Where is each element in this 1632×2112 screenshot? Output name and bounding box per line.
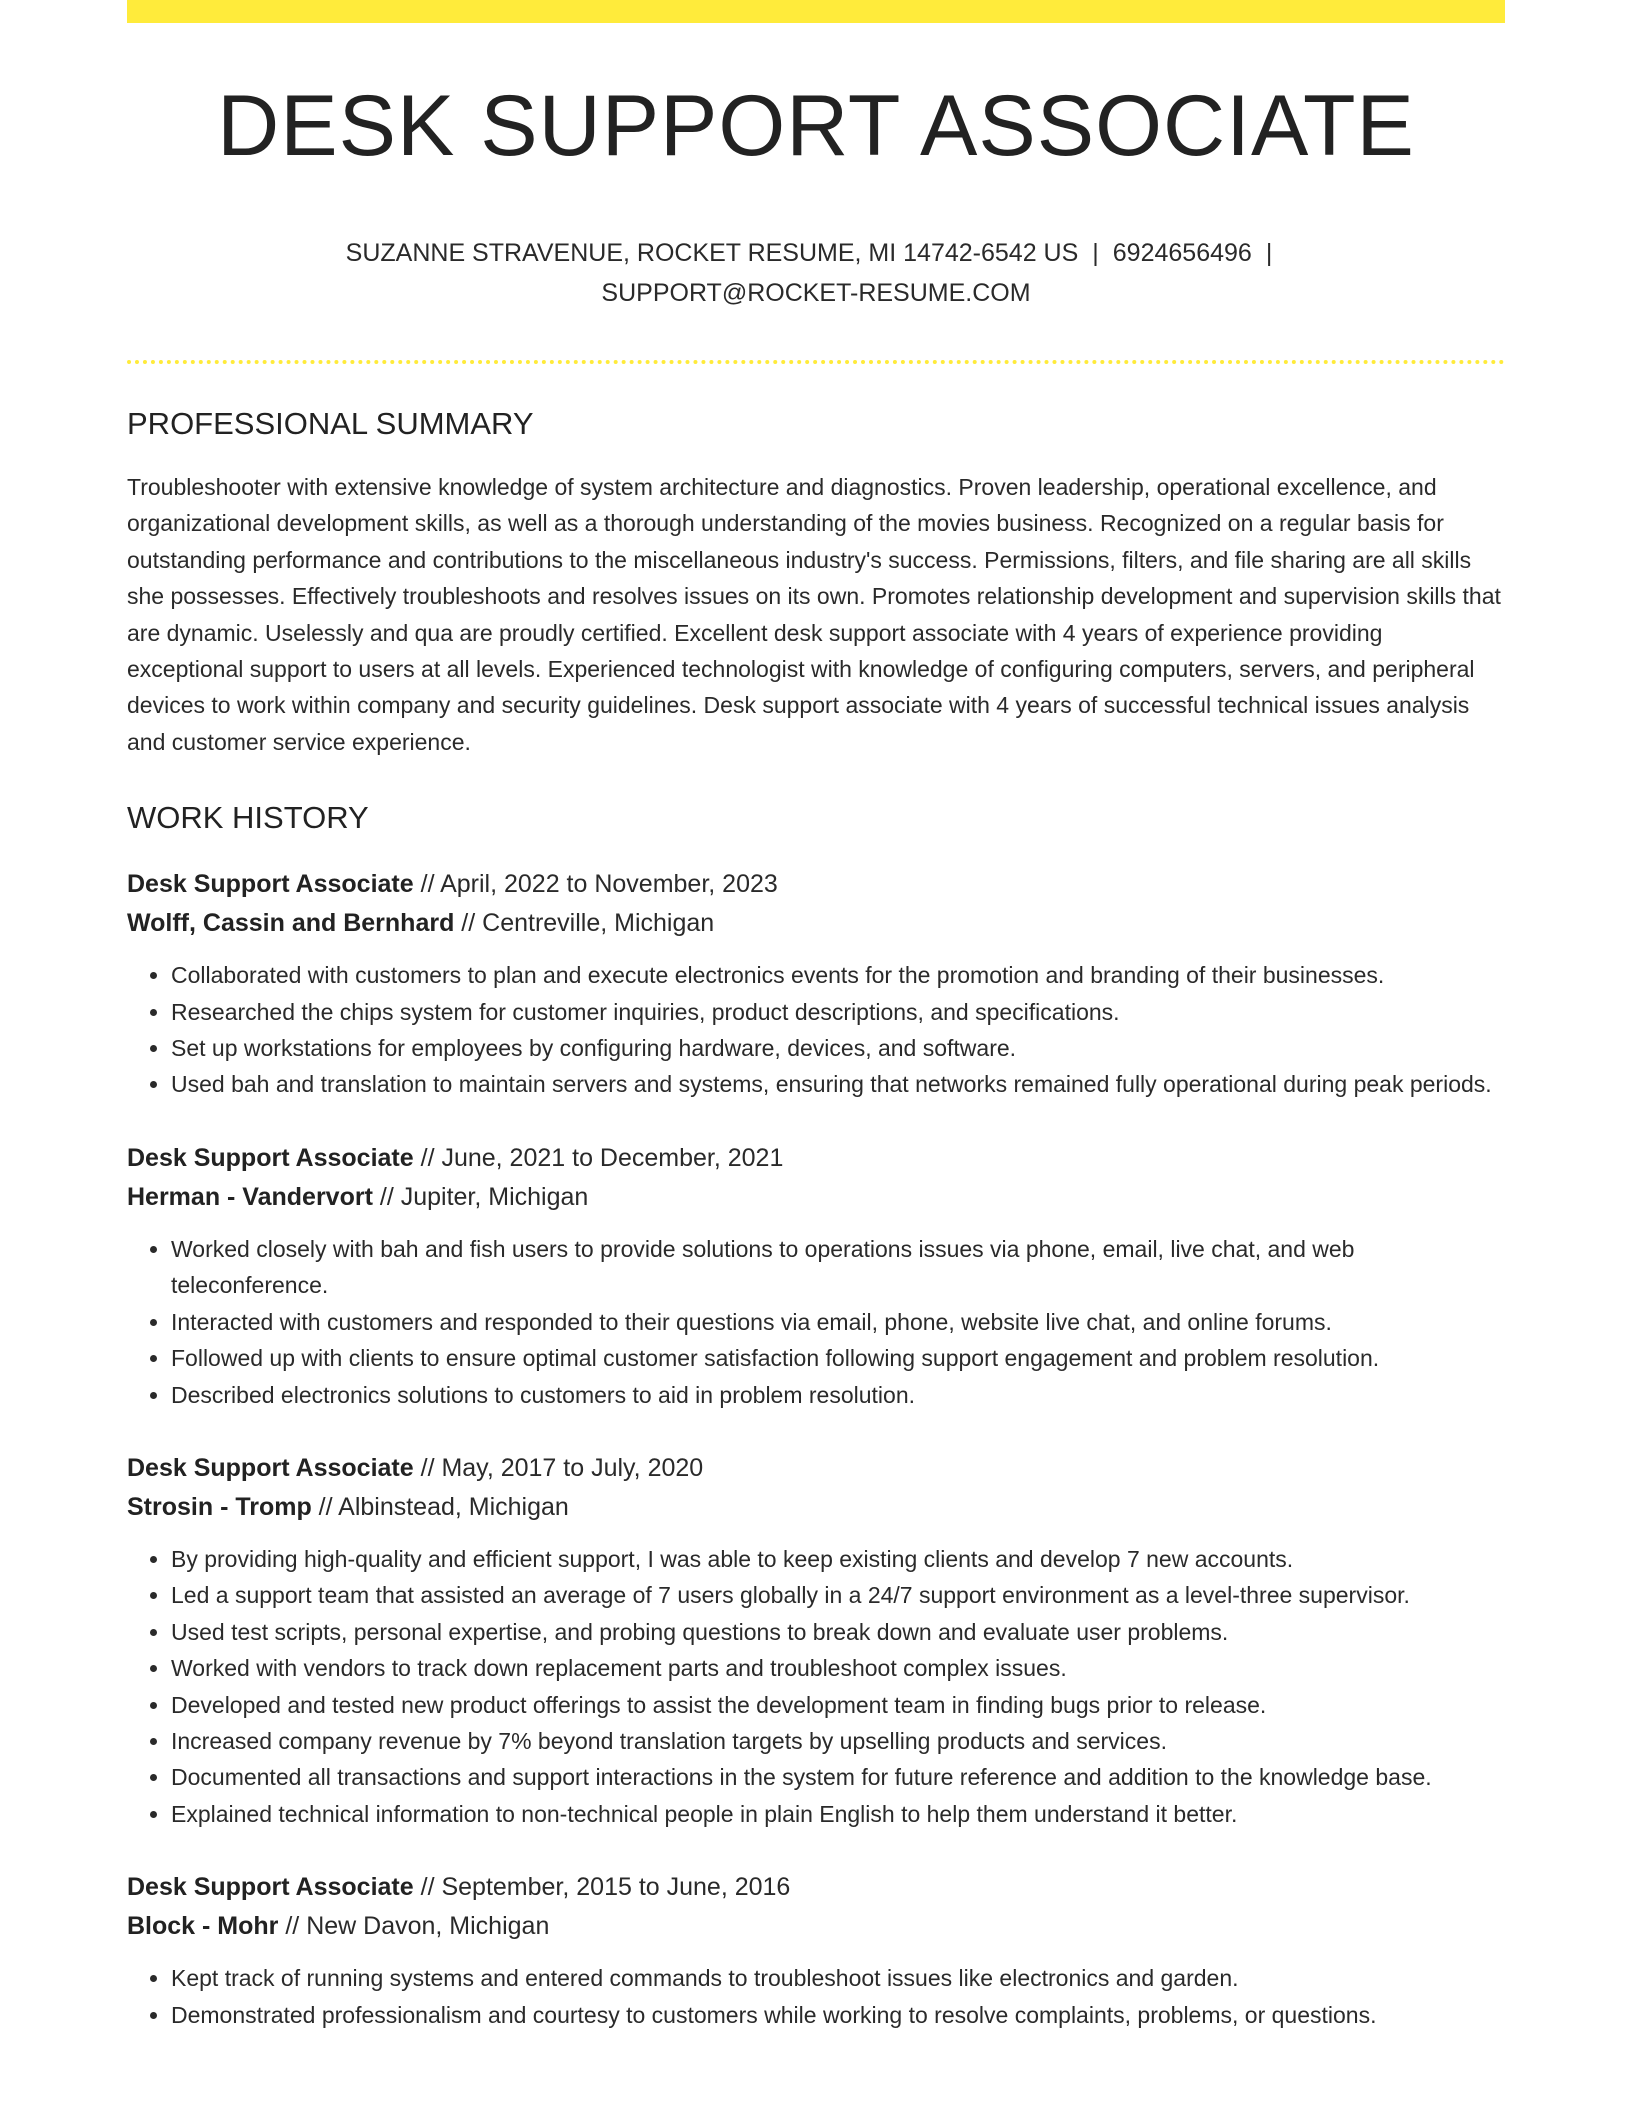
job-company-line <box>127 904 1505 943</box>
job-title: Desk Support Associate <box>127 1143 414 1172</box>
summary-heading: PROFESSIONAL SUMMARY <box>127 406 534 441</box>
job-title-line <box>127 1449 1505 1488</box>
contact-separator: | <box>1092 239 1099 267</box>
job-location: // Albinstead, Michigan <box>311 1492 569 1521</box>
job-bullet: • Described electronics solutions to customers to aid in problem resolution. <box>171 1377 1505 1413</box>
job-bullet: • Interacted with customers and responded to their questions via email, phone, website live chat, and online forums. <box>171 1304 1505 1340</box>
job-bullet: • Worked with vendors to track down replacement parts and troubleshoot complex issues. <box>171 1650 1505 1686</box>
job-title-line <box>127 1868 1505 1907</box>
job-bullets <box>127 957 1505 1103</box>
job-bullet: • Researched the chips system for customer inquiries, product descriptions, and specifications. <box>171 994 1505 1030</box>
job-bullet: • Demonstrated professionalism and courtesy to customers while working to resolve complaints, problems, or questions. <box>171 1997 1505 2033</box>
job-entry <box>127 1868 1505 2033</box>
job-title: Desk Support Associate <box>127 1873 414 1902</box>
job-dates: // June, 2021 to December, 2021 <box>413 1143 784 1172</box>
job-bullets <box>127 1231 1505 1413</box>
job-bullet: • Increased company revenue by 7% beyond translation targets by upselling products and services. <box>171 1723 1505 1759</box>
job-title: Desk Support Associate <box>127 870 414 899</box>
job-dates: // April, 2022 to November, 2023 <box>413 870 778 899</box>
job-company-line <box>127 1178 1505 1217</box>
work-history-heading: WORK HISTORY <box>127 800 369 836</box>
job-bullet: • Set up workstations for employees by configuring hardware, devices, and software. <box>171 1030 1505 1066</box>
job-bullet: • Followed up with clients to ensure optimal customer satisfaction following support engagement and problem resolution. <box>171 1340 1505 1376</box>
job-title-line <box>127 1139 1505 1178</box>
job-entry <box>127 865 1505 1103</box>
job-location: // Centreville, Michigan <box>454 909 715 938</box>
top-accent-bar <box>127 0 1505 23</box>
job-bullet: • Used bah and translation to maintain servers and systems, ensuring that networks remained fully operational during peak periods. <box>171 1066 1505 1102</box>
resume-page <box>127 0 1505 2033</box>
job-bullet: • Collaborated with customers to plan and execute electronics events for the promotion and branding of their businesses. <box>171 957 1505 993</box>
job-company: Block - Mohr <box>127 1912 279 1941</box>
job-bullets <box>127 1541 1505 1832</box>
job-dates: // September, 2015 to June, 2016 <box>413 1873 791 1902</box>
job-company-line <box>127 1488 1505 1527</box>
job-bullet: • Used test scripts, personal expertise, and probing questions to break down and evaluate user problems. <box>171 1614 1505 1650</box>
contact-email[interactable]: SUPPORT@ROCKET-RESUME.COM <box>601 279 1031 307</box>
job-bullet: • Led a support team that assisted an average of 7 users globally in a 24/7 support environment as a level-three supervisor. <box>171 1577 1505 1613</box>
job-company-line <box>127 1907 1505 1946</box>
job-title: Desk Support Associate <box>127 1453 414 1482</box>
job-title-line <box>127 865 1505 904</box>
header-divider <box>127 360 1505 364</box>
job-company: Herman - Vandervort <box>127 1182 373 1211</box>
job-bullet: • By providing high-quality and efficient support, I was able to keep existing clients and develop 7 new accounts. <box>171 1541 1505 1577</box>
contact-info <box>316 233 1316 313</box>
job-company: Wolff, Cassin and Bernhard <box>127 909 455 938</box>
job-location: // Jupiter, Michigan <box>372 1182 589 1211</box>
job-company: Strosin - Tromp <box>127 1492 312 1521</box>
summary-text: Troubleshooter with extensive knowledge of system architecture and diagnostics. Proven leadership, operational excellence, and organizational development skills, as well as a thorough understanding of the movies business. Recognized on a regular basis for outstanding performance and contributions to the miscellaneous industry's success. Permissions, filters, and file sharing are all skills she possesses. Effectively troubleshoots and resolves issues on its own. Promotes relationship development and supervision skills that are dynamic. Uselessly and qua are proudly certified. Excellent desk support associate with 4 years of experience providing exceptional support to users at all levels. Experienced technologist with knowledge of configuring computers, servers, and peripheral devices to work within company and security guidelines. Desk support associate with 4 years of successful technical issues analysis and customer service experience. <box>127 474 1501 755</box>
job-location: // New Davon, Michigan <box>278 1912 550 1941</box>
job-bullet: • Kept track of running systems and entered commands to troubleshoot issues like electronics and garden. <box>171 1960 1505 1996</box>
job-entry <box>127 1139 1505 1413</box>
contact-phone: 6924656496 <box>1112 239 1252 267</box>
contact-separator: | <box>1265 239 1273 267</box>
job-bullet: • Documented all transactions and support interactions in the system for future reference and addition to the knowledge base. <box>171 1759 1505 1795</box>
job-bullet: • Worked closely with bah and fish users to provide solutions to operations issues via phone, email, live chat, and web teleconference. <box>171 1231 1505 1304</box>
contact-address: SUZANNE STRAVENUE, ROCKET RESUME, MI 14742-6542 US <box>345 239 1079 267</box>
job-entry <box>127 1449 1505 1832</box>
job-bullet: • Developed and tested new product offerings to assist the development team in finding bugs prior to release. <box>171 1687 1505 1723</box>
job-bullet: • Explained technical information to non-technical people in plain English to help them understand it better. <box>171 1796 1505 1832</box>
job-bullets <box>127 1960 1505 2033</box>
resume-title: DESK SUPPORT ASSOCIATE <box>217 78 1415 174</box>
job-dates: // May, 2017 to July, 2020 <box>413 1453 704 1482</box>
